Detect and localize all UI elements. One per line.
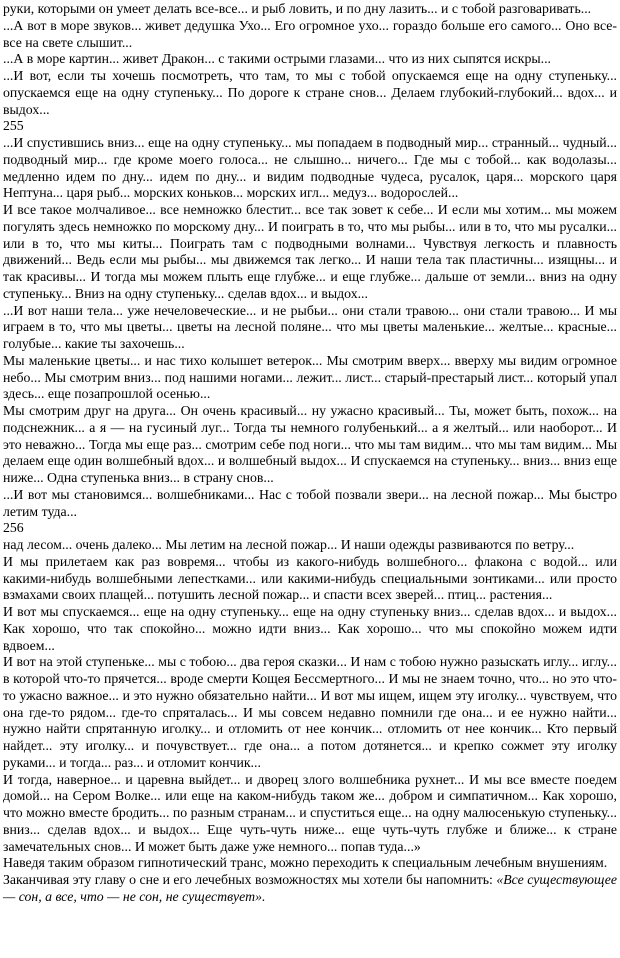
paragraph: И все такое молчаливое... все немножко блестит... все так зовет к себе... И если мы хотим... мы можем погулять здесь немножко по морскому дну... И поиграть в то, что мы рыбы... или в то, что мы русалки... или в то, что мы киты... Поиграть там с подводными волнами... Чувствуя легкость и плавность движений... Ведь если мы рыбы... мы движемся так легко... И наши тела так пластичны... изящны... и так красивы... И тогда мы можем плыть еще глубже... и еще глубже... дальше от земли... вниз на одну ступеньку... Вниз на одну ступеньку... сделав вдох... и выдох... <box>3 202 617 301</box>
paragraph: И мы прилетаем как раз вовремя... чтобы из какого-нибудь волшебного... флакона с водой... или какими-нибудь волшебными лепестками... или какими-нибудь специальными зонтиками... или просто взмахами своих плащей... потушить лесной пожар... и спасти всех зверей... птиц... растения... <box>3 553 617 603</box>
paragraph: ...А вот в море звуков... живет дедушка Ухо... Его огромное ухо... гораздо больше его самого... Оно все-все на свете слышит... <box>3 17 617 50</box>
paragraph: Мы смотрим друг на друга... Он очень красивый... ну ужасно красивый... Ты, может быть, похож... на подснежник... а я — на гусиный луг... Тогда ты немного голубенький... а я желтый... или наоборот... И это неважно... Тогда мы еще раз... смотрим себе под ноги... что мы там видим... что мы там видим... Мы делаем еще один волшебный вдох... и волшебный выдох... И спускаемся на ступеньку... вниз... вниз еще ниже... Одна ступенька вниз... в страну снов... <box>3 403 617 485</box>
paragraph: ...А в море картин... живет Дракон... с такими острыми глазами... что из них сыпятся искры... <box>3 51 552 67</box>
paragraph: ...И спустившись вниз... еще на одну ступеньку... мы попадаем в подводный мир... странный... чудный... подводный мир... где кроме моего голоса... не слышно... ничего... Где мы с тобой... как водолазы... медленно идем по дну... идем по дну... и видим подводные чудеса, русалок, царя... морского царя Нептуна... царя рыб... морских коньков... морских игл... медуз... водорослей... <box>3 135 617 201</box>
paragraph: ...И вот мы становимся... волшебниками... Нас с тобой позвали звери... на лесной пожар... Мы быстро летим туда... <box>3 486 617 519</box>
paragraph: И вот на этой ступеньке... мы с тобою... два героя сказки... И нам с тобою нужно разыскать иглу... иглу... в которой что-то прячется... вроде смерти Кощея Бессмертного... И мы не знаем точно, что... но это что-то ужасно важное... и это нужно обязательно найти... И вот мы ищем, ищем эту иголку... чувствуем, что она где-то рядом... где-то спряталась... И мы совсем недавно помнили где она... и ее нужно найти... нужно найти спрятанную иголку... и отломить от нее кончик... отломить от нее кончик... Кто первый найдет... эту иголку... и почувствует... где она... а потом дотянется... и крепко сожмет эту иголку руками... и тогда... раз... и отломит кончик... <box>3 654 617 770</box>
paragraph: ...И вот, если ты хочешь посмотреть, что там, то мы с тобой опускаемся еще на одну ступеньку... опускаемся еще на одну ступеньку... По дороге к стране снов... Делаем глубокий-глубокий... вдох... и выдох... <box>3 68 617 117</box>
paragraph: руки, которыми он умеет делать все-все... и рыб ловить, и по дну лазить... и с тобой разговаривать... <box>3 1 592 16</box>
text-body <box>3 1 617 872</box>
page-number: 256 <box>3 520 24 536</box>
paragraph: ...И вот наши тела... уже нечеловеческие... и не рыбьи... они стали травою... они стали травою... И мы играем в то, что мы цветы... цветы на лесной поляне... что мы цветы маленькие... желтые... красные... голубые... какие ты захочешь... <box>3 302 617 351</box>
page-number: 255 <box>3 118 24 134</box>
paragraph: И вот мы спускаемся... еще на одну ступеньку... еще на одну ступеньку вниз... сделав вдох... и выдох... Как хорошо, что так спокойно... можно идти вниз... Как хорошо... что мы спокойно можем идти вдвоем... <box>3 604 617 653</box>
closing-lead: Заканчивая эту главу о сне и его лечебных возможностях мы хотели бы напомнить: <box>3 872 497 887</box>
paragraph: Мы маленькие цветы... и нас тихо колышет ветерок... Мы смотрим вверх... вверху мы видим огромное небо... Мы смотрим вниз... под нашими ногами... лежит... лист... старый-престарый лист... который упал здесь... еще позапрошлой осенью... <box>3 352 617 402</box>
paragraph: И тогда, наверное... и царевна выйдет... и дворец злого волшебника рухнет... И мы все вместе поедем домой... на Сером Волке... или еще на каком-нибудь таком же... добром и симпатичном... Как хорошо, что можно вместе бродить... по разным странам... и спуститься еще... на одну малюсенькую ступеньку... вниз... сделав вдох... и выдох... Еще чуть-чуть ниже... еще чуть-чуть глубже и ближе... к стране замечательных снов... И может быть даже уже немного... попав туда...» <box>3 771 617 854</box>
closing-quote: «Все существующее — сон, а все, что — не сон, не существует». <box>3 872 617 904</box>
paragraph: над лесом... очень далеко... Мы летим на лесной пожар... И наши одежды развиваются по ветру... <box>3 537 575 552</box>
paragraph: Наведя таким образом гипнотический транс, можно переходить к специальным лечебным внушениям. <box>3 855 608 871</box>
closing-paragraph <box>3 872 617 906</box>
